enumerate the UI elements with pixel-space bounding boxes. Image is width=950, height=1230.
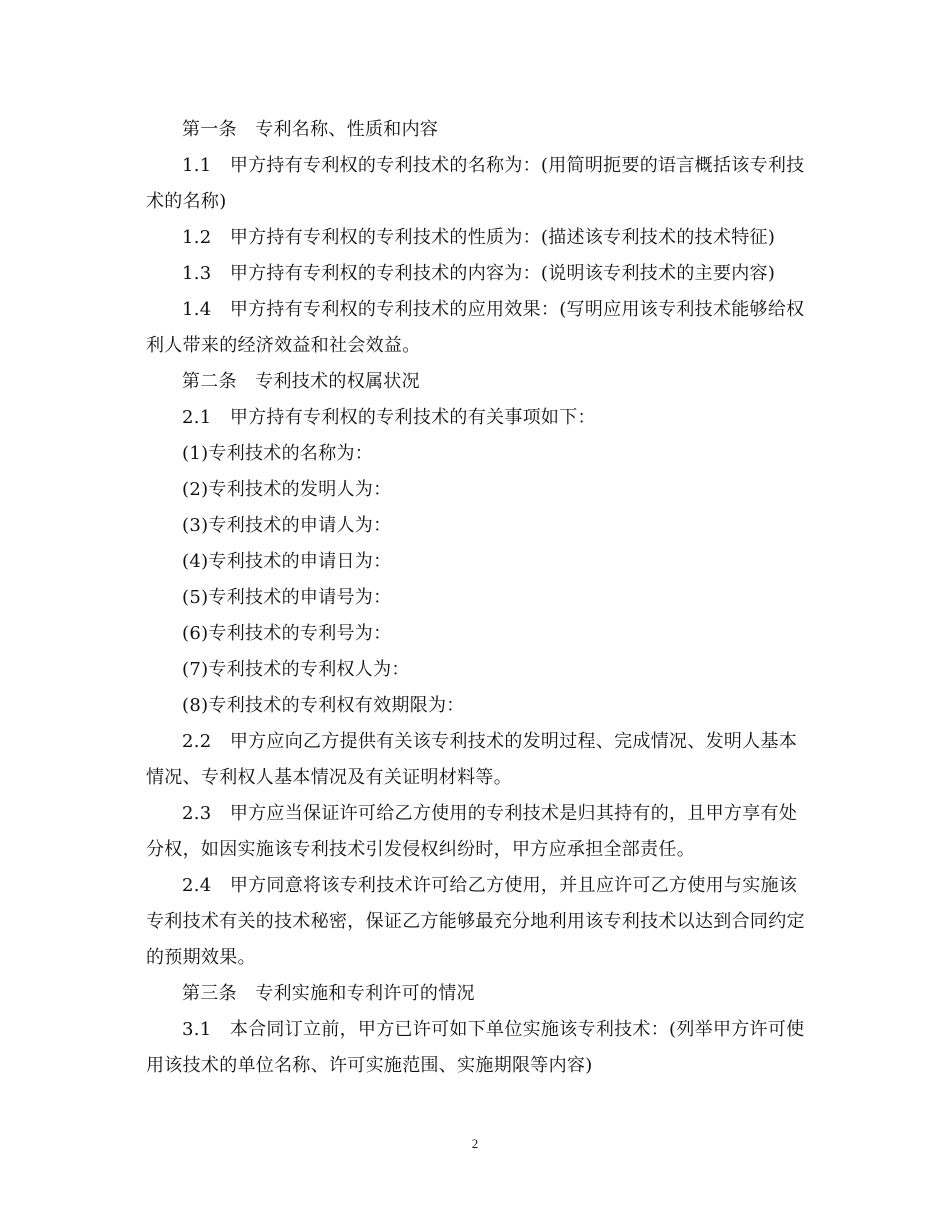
clause-2-1: 2.1 甲方持有专利权的专利技术的有关事项如下： (182, 407, 596, 428)
clause-1-2: 1.2 甲方持有专利权的专利技术的性质为：(描述该专利技术的技术特征) (182, 227, 776, 248)
clause-3-1: 3.1 本合同订立前，甲方已许可如下单位实施该专利技术：(列举甲方许可使用该技术的单位名称、许可实施范围、实施期限等内容) (146, 1019, 805, 1076)
clause-2-4: 2.4 甲方同意将该专利技术许可给乙方使用，并且应许可乙方使用与实施该专利技术有关的技术秘密，保证乙方能够最充分地利用该专利技术以达到合同约定的预期效果。 (146, 875, 805, 968)
article-3-heading: 第三条 专利实施和专利许可的情况 (182, 983, 475, 1004)
clause-2-2: 2.2 甲方应向乙方提供有关该专利技术的发明过程、完成情况、发明人基本情况、专利权人基本情况及有关证明材料等。 (146, 731, 798, 788)
list-item-2: (2)专利技术的发明人为： (182, 479, 392, 500)
document-body (146, 112, 806, 1084)
page-number: 2 (471, 1136, 479, 1151)
list-item-7: (7)专利技术的专利权人为： (182, 659, 410, 680)
list-item-3: (3)专利技术的申请人为： (182, 515, 392, 536)
article-1-heading: 第一条 专利名称、性质和内容 (182, 119, 439, 140)
clause-1-4: 1.4 甲方持有专利权的专利技术的应用效果：(写明应用该专利技术能够给权利人带来的经济效益和社会效益。 (146, 299, 805, 356)
clause-2-3: 2.3 甲方应当保证许可给乙方使用的专利技术是归其持有的，且甲方享有处分权，如因实施该专利技术引发侵权纠纷时，甲方应承担全部责任。 (146, 803, 798, 860)
list-item-6: (6)专利技术的专利号为： (182, 623, 392, 644)
clause-1-3: 1.3 甲方持有专利权的专利技术的内容为：(说明该专利技术的主要内容) (182, 263, 776, 284)
list-item-1: (1)专利技术的名称为： (182, 443, 374, 464)
list-item-5: (5)专利技术的申请号为： (182, 587, 392, 608)
list-item-8: (8)专利技术的专利权有效期限为： (182, 695, 465, 716)
clause-1-1: 1.1 甲方持有专利权的专利技术的名称为：(用简明扼要的语言概括该专利技术的名称) (146, 155, 805, 212)
article-2-heading: 第二条 专利技术的权属状况 (182, 371, 420, 392)
list-item-4: (4)专利技术的申请日为： (182, 551, 392, 572)
